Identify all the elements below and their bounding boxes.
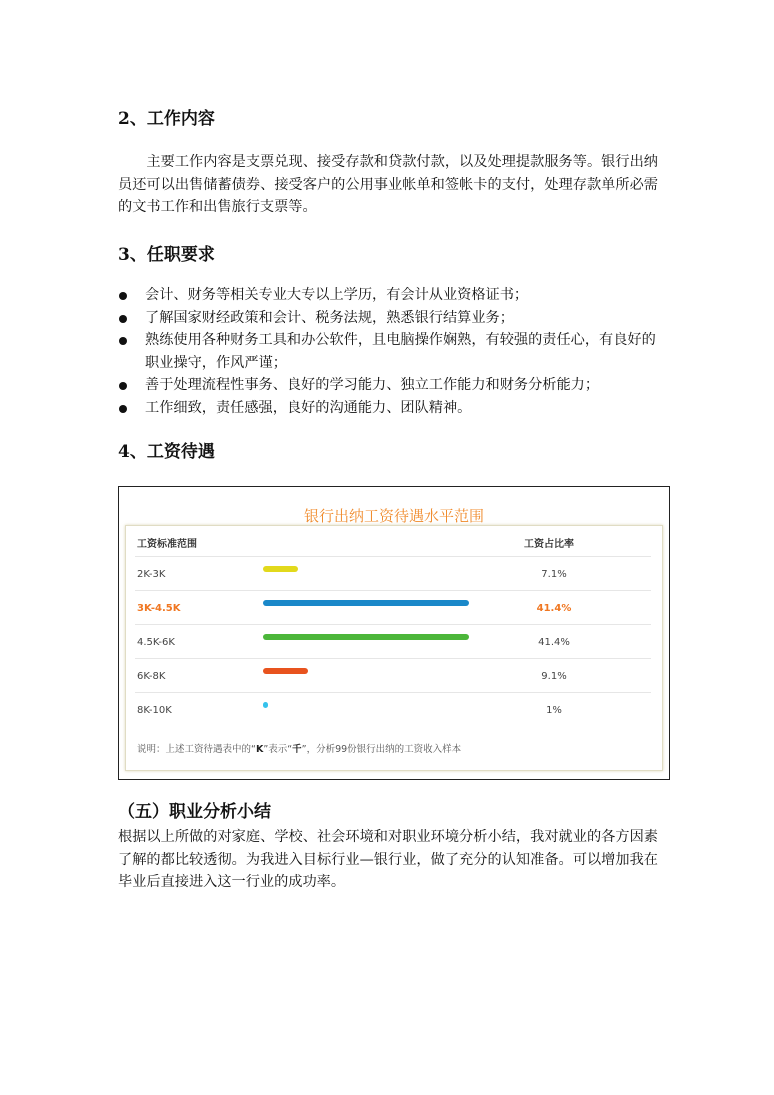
section-heading-salary: 4、工资待遇: [118, 442, 215, 462]
figure-title: 银行出纳工资待遇水平范围: [303, 507, 484, 525]
salary-bar: [263, 566, 298, 572]
bullet-icon: [119, 337, 127, 345]
requirement-text: 会计、财务等相关专业大专以上学历，有会计从业资格证书；: [145, 287, 529, 303]
table-row: [135, 624, 651, 659]
salary-figure: [118, 486, 670, 780]
percent-label: 7.1%: [541, 569, 567, 580]
bullet-icon: [119, 405, 127, 413]
work-paragraph: 主要工作内容是支票兑现、接受存款和贷款付款，以及处理提款服务等。银行出纳员还可以出售储蓄债券、接受客户的公用事业帐单和签帐卡的支付，处理存款单所必需的文书工作和出售旅行支票等。: [118, 154, 658, 215]
table-row: [135, 556, 651, 591]
salary-bar: [263, 702, 268, 708]
list-item: [118, 329, 663, 374]
percent-label: 9.1%: [541, 671, 567, 682]
table-row: [135, 658, 651, 693]
note-qian: 千: [292, 744, 302, 755]
section-heading-requirements: 3、任职要求: [118, 245, 215, 265]
range-label: 4.5K-6K: [137, 637, 175, 648]
bullet-icon: [119, 382, 127, 390]
note-k: K: [255, 744, 264, 755]
note-prefix: 说明：上述工资待遇表中的“: [137, 744, 256, 755]
range-label: 6K-8K: [137, 671, 166, 682]
requirement-text: 熟练使用各种财务工具和办公软件，且电脑操作娴熟，有较强的责任心，有良好的职业操守，作风严谨；: [145, 332, 656, 371]
list-item: [118, 397, 663, 420]
list-item: [118, 284, 663, 307]
salary-bar: [263, 634, 469, 640]
column-header-range: 工资标准范围: [137, 539, 197, 550]
bullet-icon: [119, 292, 127, 300]
requirement-text: 工作细致，责任感强，良好的沟通能力、团队精神。: [145, 399, 472, 416]
range-label: 2K-3K: [137, 569, 166, 580]
percent-label: 1%: [546, 705, 562, 716]
section-heading-work: 2、工作内容: [118, 109, 215, 129]
note-suffix: ”，分析99份银行出纳的工资收入样本: [301, 744, 462, 755]
note-mid: ”表示“: [263, 744, 293, 755]
salary-bar: [263, 668, 308, 674]
percent-label: 41.4%: [538, 637, 570, 648]
list-item: [118, 374, 663, 397]
section-heading-summary: （五）职业分析小结: [118, 802, 271, 822]
requirement-text: 了解国家财经政策和会计、税务法规，熟悉银行结算业务；: [145, 309, 514, 326]
figure-note: [137, 741, 461, 755]
percent-label: 41.4%: [536, 603, 572, 614]
column-header-percent: 工资占比率: [524, 539, 574, 550]
bullet-icon: [119, 315, 127, 323]
summary-paragraph: 根据以上所做的对家庭、学校、社会环境和对职业环境分析小结，我对就业的各方因素了解的都比较透彻。为我进入目标行业—银行业，做了充分的认知准备。可以增加我在毕业后直接进入这一行业的成功率。: [118, 829, 658, 890]
range-label: 8K-10K: [137, 705, 172, 716]
table-row: [135, 590, 651, 625]
requirement-text: 善于处理流程性事务、良好的学习能力、独立工作能力和财务分析能力；: [145, 377, 600, 393]
list-item: [118, 307, 663, 330]
table-row: [135, 692, 651, 727]
salary-table: [125, 525, 663, 771]
salary-bar: [263, 600, 469, 606]
requirements-list: [118, 284, 663, 419]
table-header: [126, 526, 662, 556]
range-label: 3K-4.5K: [137, 603, 181, 614]
